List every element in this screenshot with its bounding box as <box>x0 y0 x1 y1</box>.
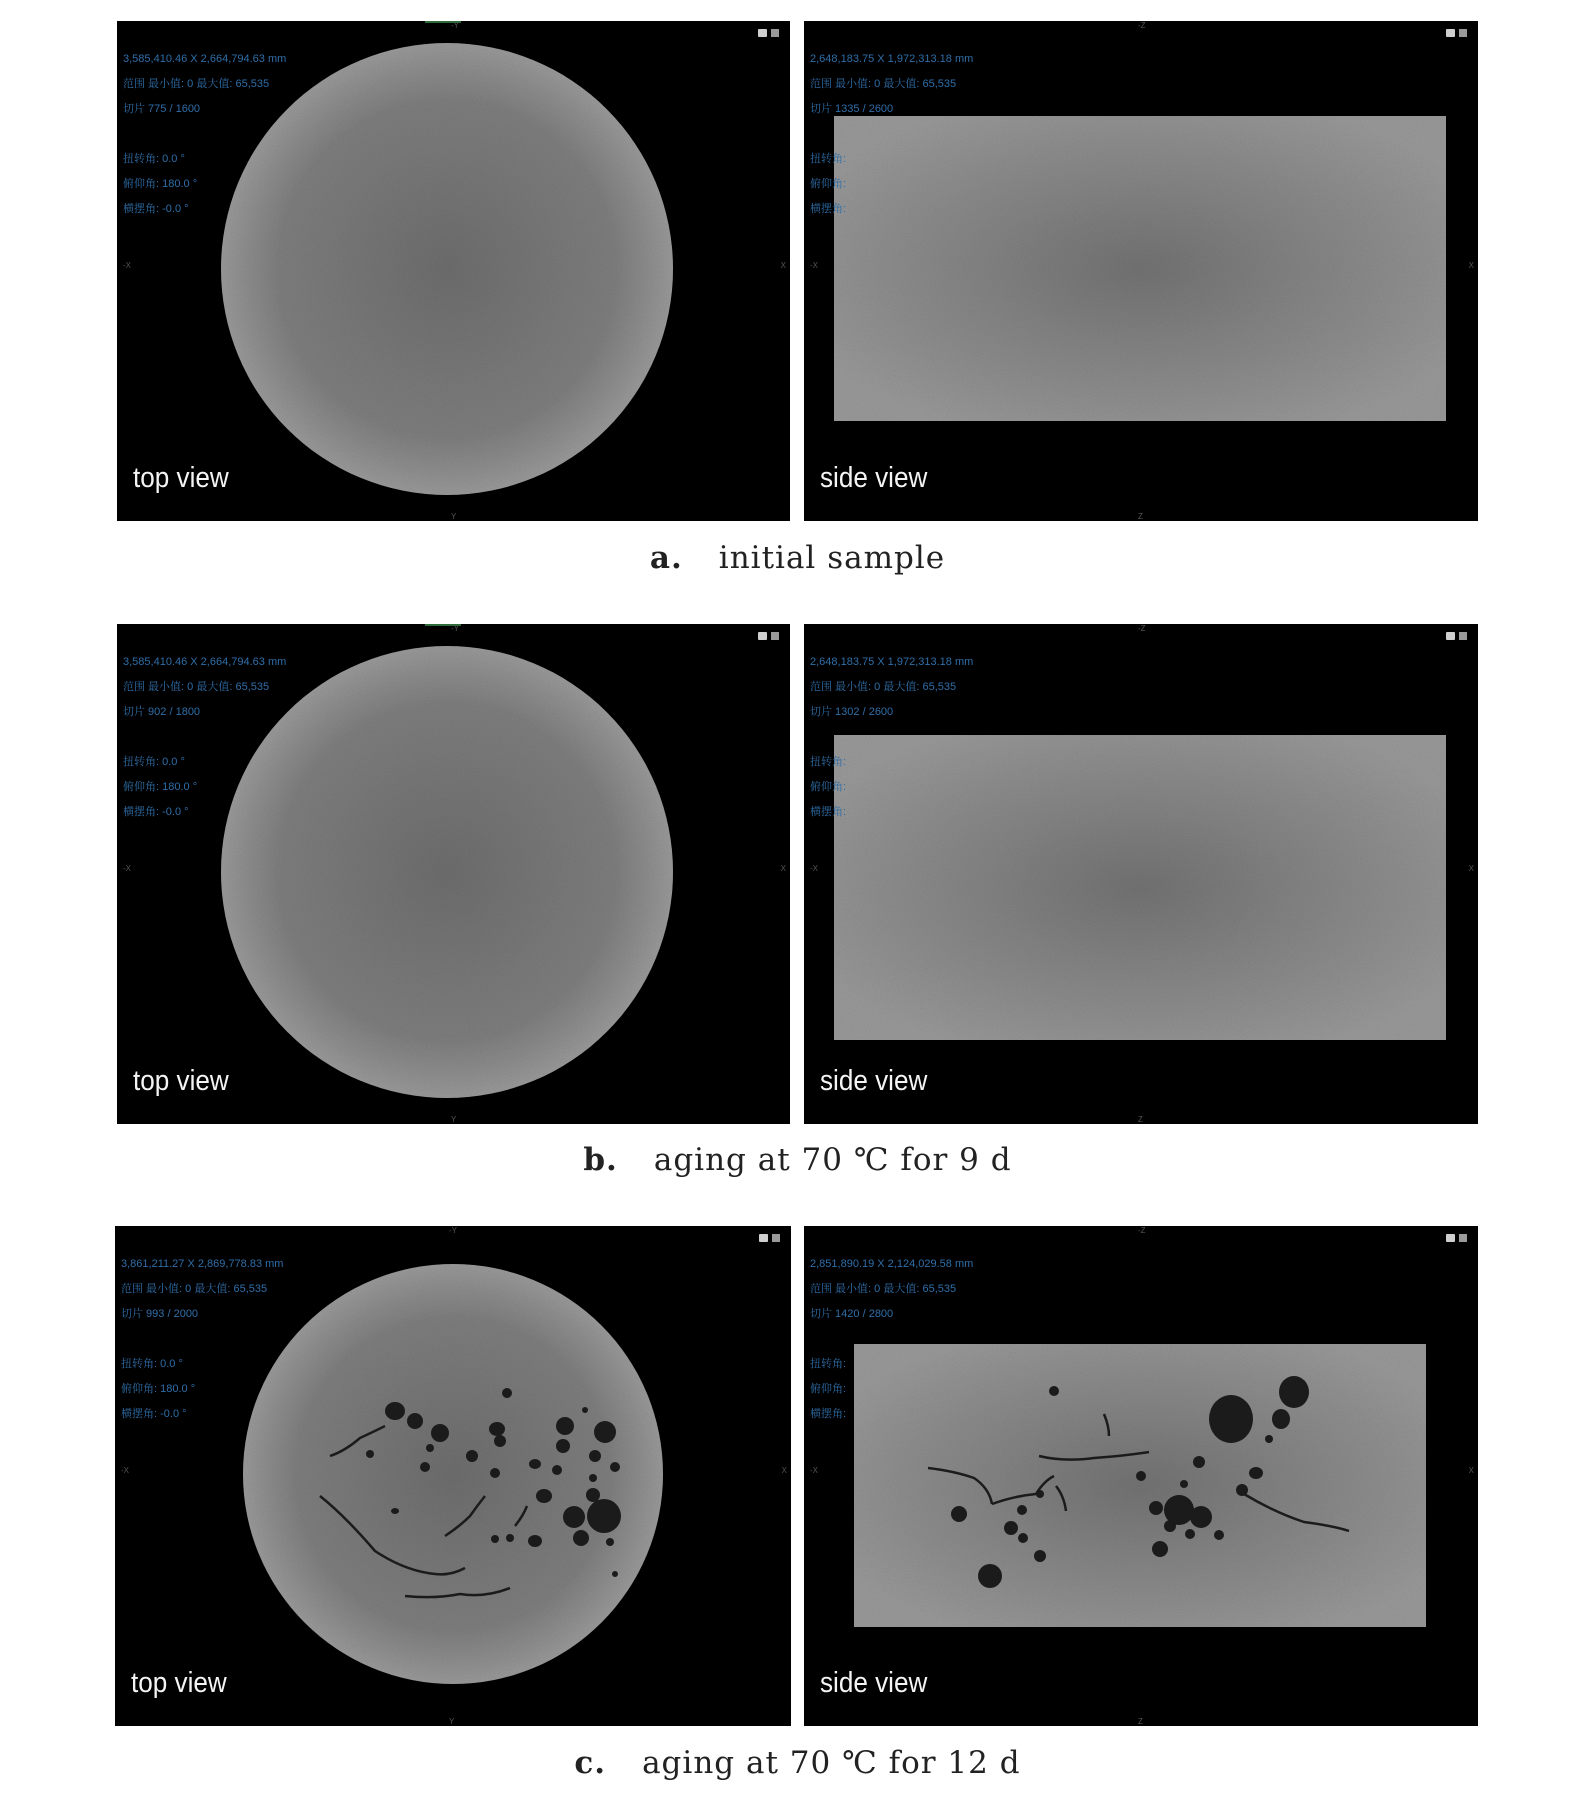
axis-top-label: -Z <box>1138 1226 1146 1235</box>
yaw-angle-readout: 横摆角: <box>810 1408 847 1420</box>
range-readout: 范围 最小值: 0 最大值: 65,535 <box>123 78 270 90</box>
axis-right-label: X <box>781 1466 787 1475</box>
slice-readout: 切片 1302 / 2600 <box>810 706 894 718</box>
yaw-angle-readout: 横摆角: -0.0 ° <box>121 1408 187 1420</box>
range-readout: 范围 最小值: 0 最大值: 65,535 <box>810 1283 957 1295</box>
camera-icon[interactable] <box>758 632 780 641</box>
axis-left-label: -X <box>810 261 818 270</box>
axis-top-label: -Y <box>451 624 459 633</box>
twist-angle-readout: 扭转角: 0.0 ° <box>123 153 185 165</box>
axis-left-label: -X <box>810 864 818 873</box>
caption-b <box>0 1142 1595 1178</box>
caption-text: aging at 70 ℃ for 12 d <box>642 1745 1021 1781</box>
side-view-info <box>810 1252 973 1427</box>
axis-right-label: X <box>780 261 786 270</box>
axis-bottom-label: Y <box>451 512 457 521</box>
twist-angle-readout: 扭转角: <box>810 153 847 165</box>
view-label: side view <box>820 462 928 494</box>
axis-bottom-label: Z <box>1138 512 1143 521</box>
view-label: top view <box>131 1667 227 1699</box>
axis-bottom-label: Y <box>451 1115 457 1124</box>
dimensions-readout: 3,861,211.27 X 2,869,778.83 mm <box>121 1258 284 1270</box>
side-view-info <box>810 650 973 825</box>
camera-icon[interactable] <box>759 1234 781 1243</box>
twist-angle-readout: 扭转角: 0.0 ° <box>123 756 185 768</box>
axis-top-label: -Y <box>451 21 459 30</box>
twist-angle-readout: 扭转角: 0.0 ° <box>121 1358 183 1370</box>
caption-c <box>0 1745 1595 1781</box>
axis-left-label: -X <box>810 1466 818 1475</box>
range-readout: 范围 最小值: 0 最大值: 65,535 <box>810 681 957 693</box>
yaw-angle-readout: 横摆角: <box>810 203 847 215</box>
view-label: side view <box>820 1667 928 1699</box>
axis-right-label: X <box>780 864 786 873</box>
pitch-angle-readout: 俯仰角: 180.0 ° <box>123 781 198 793</box>
caption-a <box>0 540 1595 576</box>
axis-bottom-label: Z <box>1138 1115 1143 1124</box>
row-a-top-view-panel <box>117 21 790 521</box>
view-label: top view <box>133 462 229 494</box>
camera-icon[interactable] <box>1446 632 1468 641</box>
pitch-angle-readout: 俯仰角: 180.0 ° <box>121 1383 196 1395</box>
slice-readout: 切片 902 / 1800 <box>123 706 201 718</box>
row-a-side-view-panel <box>804 21 1478 521</box>
slice-readout: 切片 1420 / 2800 <box>810 1308 894 1320</box>
axis-right-label: X <box>1468 864 1474 873</box>
caption-text: initial sample <box>718 540 946 576</box>
view-label: side view <box>820 1065 928 1097</box>
top-view-info <box>123 47 286 222</box>
dimensions-readout: 3,585,410.46 X 2,664,794.63 mm <box>123 53 287 65</box>
caption-letter: b. <box>583 1142 618 1178</box>
pitch-angle-readout: 俯仰角: <box>810 781 847 793</box>
row-c-side-view-panel <box>804 1226 1478 1726</box>
top-view-info <box>121 1252 283 1427</box>
axis-top-label: -Z <box>1138 21 1146 30</box>
row-b-side-view-panel <box>804 624 1478 1124</box>
yaw-angle-readout: 横摆角: -0.0 ° <box>123 203 189 215</box>
twist-angle-readout: 扭转角: <box>810 756 847 768</box>
dimensions-readout: 2,648,183.75 X 1,972,313.18 mm <box>810 53 974 65</box>
axis-top-label: -Y <box>449 1226 457 1235</box>
axis-top-label: -Z <box>1138 624 1146 633</box>
axis-right-label: X <box>1468 261 1474 270</box>
range-readout: 范围 最小值: 0 最大值: 65,535 <box>123 681 270 693</box>
range-readout: 范围 最小值: 0 最大值: 65,535 <box>810 78 957 90</box>
axis-left-label: -X <box>123 864 131 873</box>
dimensions-readout: 3,585,410.46 X 2,664,794.63 mm <box>123 656 287 668</box>
caption-letter: c. <box>574 1745 607 1781</box>
row-c-top-view-panel <box>115 1226 791 1726</box>
dimensions-readout: 2,851,890.19 X 2,124,029.58 mm <box>810 1258 974 1270</box>
camera-icon[interactable] <box>1446 29 1468 38</box>
axis-left-label: -X <box>121 1466 129 1475</box>
slice-readout: 切片 1335 / 2600 <box>810 103 894 115</box>
pitch-angle-readout: 俯仰角: 180.0 ° <box>123 178 198 190</box>
camera-icon[interactable] <box>1446 1234 1468 1243</box>
camera-icon[interactable] <box>758 29 780 38</box>
top-view-info <box>123 650 286 825</box>
caption-text: aging at 70 ℃ for 9 d <box>653 1142 1012 1178</box>
side-view-info <box>810 47 973 222</box>
row-b-top-view-panel <box>117 624 790 1124</box>
range-readout: 范围 最小值: 0 最大值: 65,535 <box>121 1283 268 1295</box>
view-label: top view <box>133 1065 229 1097</box>
yaw-angle-readout: 横摆角: -0.0 ° <box>123 806 189 818</box>
twist-angle-readout: 扭转角: <box>810 1358 847 1370</box>
axis-left-label: -X <box>123 261 131 270</box>
caption-letter: a. <box>649 540 683 576</box>
axis-right-label: X <box>1468 1466 1474 1475</box>
slice-readout: 切片 993 / 2000 <box>121 1308 199 1320</box>
axis-bottom-label: Y <box>449 1717 455 1726</box>
slice-readout: 切片 775 / 1600 <box>123 103 201 115</box>
axis-bottom-label: Z <box>1138 1717 1143 1726</box>
pitch-angle-readout: 俯仰角: <box>810 178 847 190</box>
dimensions-readout: 2,648,183.75 X 1,972,313.18 mm <box>810 656 974 668</box>
pitch-angle-readout: 俯仰角: <box>810 1383 847 1395</box>
yaw-angle-readout: 横摆角: <box>810 806 847 818</box>
